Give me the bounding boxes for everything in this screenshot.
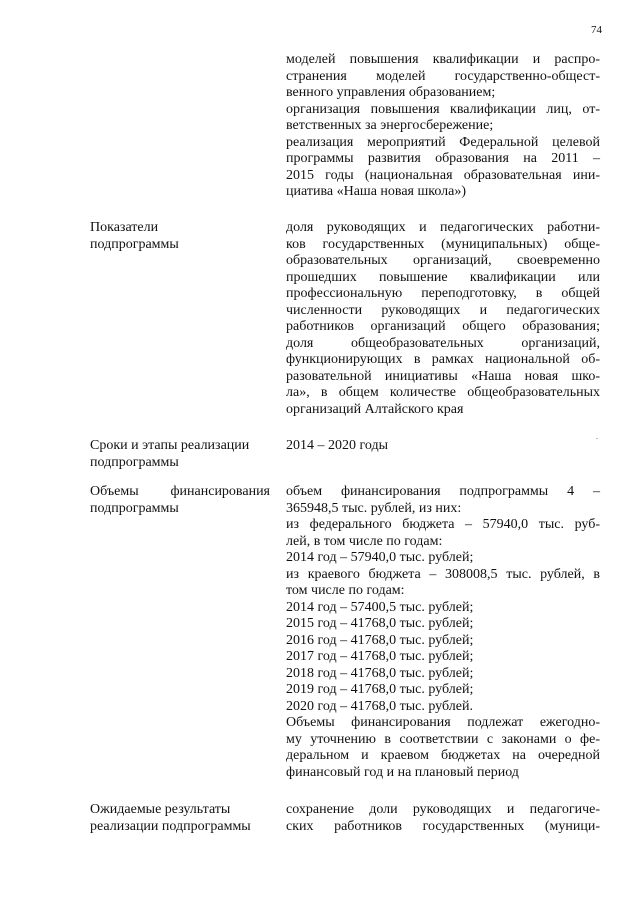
label-line: реализации подпрограммы <box>90 818 251 834</box>
content-line: организаций Алтайского края <box>286 401 464 417</box>
row-label <box>90 438 270 471</box>
row-content <box>286 484 600 781</box>
row-content <box>286 220 600 418</box>
label-line: Объемы финансирования <box>90 484 270 499</box>
label-line: подпрограммы <box>90 454 179 470</box>
content-line: том числе по годам: <box>286 583 405 598</box>
row-content <box>286 802 600 835</box>
content-line: объем финансирования подпрограммы 4 – <box>286 484 600 499</box>
content-line: 2017 год – 41768,0 тыс. рублей; <box>286 649 474 664</box>
content-line: моделей повышения квалификации и распро- <box>286 52 600 67</box>
content-line: из краевого бюджета – 308008,5 тыс. рублей, в <box>286 566 600 582</box>
content-line: сохранение доли руководящих и педагогиче- <box>286 802 600 817</box>
content-line: организация повышения квалификации лиц, от- <box>286 101 600 117</box>
content-line: реализация мероприятий Федеральной целевой <box>286 134 600 150</box>
page-number: 74 <box>591 24 602 36</box>
content-line: 2018 год – 41768,0 тыс. рублей; <box>286 665 474 681</box>
content-line: 2014 год – 57400,5 тыс. рублей; <box>286 599 474 615</box>
content-line: финансовый год и на плановый период <box>286 764 519 780</box>
content-line: 2015 год – 41768,0 тыс. рублей; <box>286 616 474 631</box>
content-line: странения моделей государственно-общест- <box>286 68 600 84</box>
content-line: численности руководящих и педагогических <box>286 302 600 318</box>
content-line: циатива «Наша новая школа») <box>286 184 467 199</box>
label-line: Показатели <box>90 220 159 235</box>
label-line: Ожидаемые результаты <box>90 802 231 817</box>
content-line: 365948,5 тыс. рублей, из них: <box>286 500 462 516</box>
scan-mark <box>596 438 598 439</box>
row-label <box>90 802 270 835</box>
content-line: прошедших повышение квалификации или <box>286 269 600 285</box>
content-line: доля руководящих и педагогических работни- <box>286 220 600 235</box>
label-line: Сроки и этапы реализации <box>90 438 250 453</box>
content-line: ков государственных (муниципальных) обще- <box>286 236 600 252</box>
content-line: 2016 год – 41768,0 тыс. рублей; <box>286 632 474 648</box>
content-line: Объемы финансирования подлежат ежегодно- <box>286 715 600 730</box>
content-line: лей, в том числе по годам: <box>286 533 443 549</box>
content-line: 2014 – 2020 годы <box>286 438 389 453</box>
content-line: ских работников государственных (муници- <box>286 818 600 834</box>
content-line: 2020 год – 41768,0 тыс. рублей. <box>286 698 473 714</box>
content-line: из федерального бюджета – 57940,0 тыс. руб- <box>286 517 600 532</box>
content-line: ла», в общем количестве общеобразовательных <box>286 385 600 400</box>
content-line: доля общеобразовательных организаций, <box>286 335 600 351</box>
content-line: венного управления образованием; <box>286 85 496 100</box>
label-line: подпрограммы <box>90 500 179 516</box>
row-label <box>90 220 270 253</box>
content-line: разовательной инициативы «Наша новая шко- <box>286 368 600 384</box>
content-line: функционирующих в рамках национальной об- <box>286 352 600 367</box>
content-line: деральном и краевом бюджетах на очередной <box>286 748 600 763</box>
content-line: 2019 год – 41768,0 тыс. рублей; <box>286 682 474 697</box>
content-line: 2014 год – 57940,0 тыс. рублей; <box>286 550 474 565</box>
row-content <box>286 438 600 455</box>
content-line: образовательных организаций, своевременно <box>286 253 600 268</box>
label-line: подпрограммы <box>90 236 179 252</box>
row-label <box>90 484 270 517</box>
content-line: программы развития образования на 2011 – <box>286 151 600 166</box>
content-line: 2015 годы (национальная образовательная ини- <box>286 167 600 183</box>
content-line: ветственных за энергосбережение; <box>286 118 494 133</box>
content-line: работников организаций общего образования; <box>286 319 600 334</box>
content-line: профессиональную переподготовку, в общей <box>286 286 600 301</box>
content-line: му уточнению в соответствии с законами о фе- <box>286 731 600 747</box>
row-content <box>286 52 600 201</box>
